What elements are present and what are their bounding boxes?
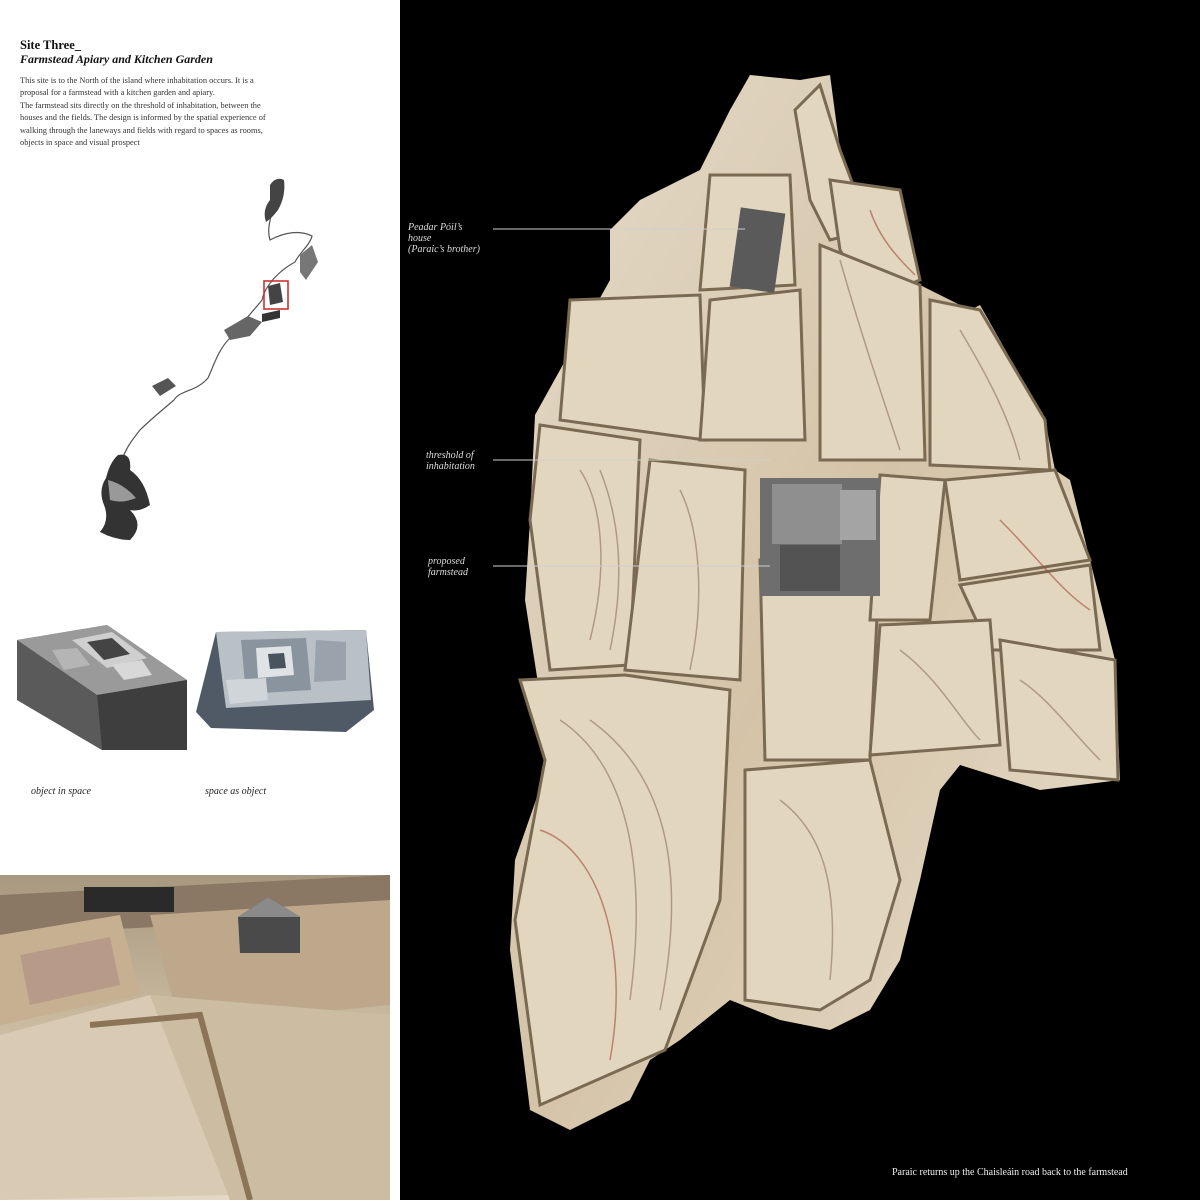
label-peadar-house: Peadar Póil’s house (Paraic’s brother) <box>408 222 480 255</box>
island-fragment <box>152 378 176 396</box>
caption-space-as-object: space as object <box>205 786 267 797</box>
island-fragment-north <box>265 179 285 222</box>
route-line <box>122 195 312 460</box>
site-model-plan <box>400 0 1200 1200</box>
model-photo-space-as-object <box>196 620 376 740</box>
island-fragment <box>224 316 262 340</box>
label-threshold: threshold of inhabitation <box>426 450 475 472</box>
description-paragraph-2: The farmstead sits directly on the threshold of inhabitation, between the houses and the fields. The design is informed by the spatial experience of walking through the laneways and fields with regard to spaces as rooms, objects in space and visual prospect <box>20 100 266 148</box>
island-route-map <box>0 0 400 600</box>
caption-object-in-space: object in space <box>31 786 91 797</box>
model-perspective-photo <box>0 875 390 1200</box>
model-photo-object-in-space <box>12 620 192 750</box>
label-proposed-farmstead: proposed farmstead <box>428 556 468 578</box>
island-fragment <box>262 310 280 322</box>
description-paragraph-1: This site is to the North of the island where inhabitation occurs. It is a proposal for a farmstead with a kitchen garden and apiary. <box>20 76 254 98</box>
right-panel <box>400 0 1200 1200</box>
left-panel <box>0 0 400 1200</box>
page-title: Site Three_ <box>20 38 81 52</box>
page-subtitle: Farmstead Apiary and Kitchen Garden <box>20 52 213 66</box>
footer-caption: Paraic returns up the Chaisleáin road back to the farmstead <box>892 1167 1128 1178</box>
proposed-farmstead-block <box>760 478 880 596</box>
